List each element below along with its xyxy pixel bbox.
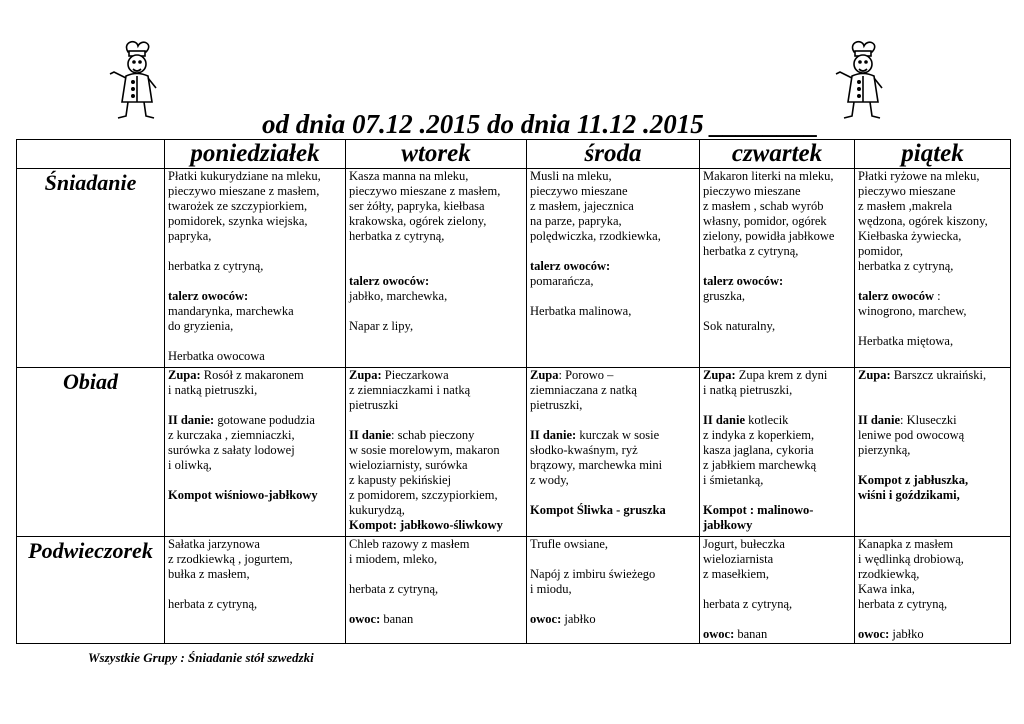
menu-cell bbox=[346, 169, 527, 368]
menu-text-bold: talerz owoców: bbox=[530, 259, 611, 273]
menu-text: pomarańcza, Herbatka malinowa, bbox=[530, 274, 632, 318]
footer-note: Wszystkie Grupy : Śniadanie stół szwedzki bbox=[88, 650, 314, 665]
menu-text-bold: owoc: bbox=[703, 627, 735, 641]
menu-text-bold: Zupa bbox=[530, 368, 559, 382]
day-header-wednesday: środa bbox=[527, 140, 700, 169]
corner-cell bbox=[17, 140, 165, 169]
menu-text-bold: II danie: bbox=[168, 413, 215, 427]
menu-text: Trufle owsiane, Napój z imbiru świeżego i miodu, bbox=[530, 537, 656, 596]
menu-text: Rosół z makaronem i natką pietruszki, bbox=[168, 368, 304, 397]
menu-text-bold: talerz owoców: bbox=[703, 274, 784, 288]
chef-illustration-right bbox=[832, 38, 892, 122]
menu-text-bold: II danie bbox=[703, 413, 746, 427]
meal-row-afternoon-snack bbox=[17, 537, 1011, 644]
menu-cell bbox=[855, 169, 1011, 368]
menu-cell bbox=[527, 537, 700, 644]
menu-cell bbox=[346, 368, 527, 537]
meal-row-lunch bbox=[17, 368, 1011, 537]
menu-text: Pieczarkowa z ziemniaczkami i natką pietruszki bbox=[349, 368, 471, 412]
menu-cell bbox=[855, 537, 1011, 644]
menu-text: Sałatka jarzynowa z rzodkiewką , jogurtem, bułka z masłem, herbata z cytryną, bbox=[168, 537, 293, 611]
meal-label: Obiad bbox=[17, 368, 165, 537]
day-header-monday: poniedziałek bbox=[165, 140, 346, 169]
menu-text-bold: II danie bbox=[349, 428, 392, 442]
menu-cell bbox=[527, 368, 700, 537]
menu-text-bold: II danie bbox=[858, 413, 901, 427]
menu-text: Barszcz ukraiński, bbox=[893, 368, 987, 382]
menu-text: kurczak w sosie słodko-kwaśnym, ryż brązowy, marchewka mini z wody, bbox=[530, 428, 663, 487]
menu-text: Kasza manna na mleku, pieczywo mieszane z masłem, ser żółty, papryka, kiełbasa krakowska, ogórek zielony, herbatka z cytryną, bbox=[349, 169, 501, 243]
menu-text: : Porowo – ziemniaczana z natką pietruszki, bbox=[530, 368, 637, 412]
meal-label: Śniadanie bbox=[17, 169, 165, 368]
menu-text: : winogrono, marchew, Herbatka miętowa, bbox=[858, 289, 967, 348]
menu-text: : schab pieczony w sosie morelowym, makaron wieloziarnisty, surówka z kapusty pekińskiej z pomidorem, szczypiorkiem, kukurydzą, bbox=[349, 428, 500, 517]
menu-text: kotlecik z indyka z koperkiem, kasza jaglana, cykoria z jabłkiem marchewką i śmietanką, bbox=[703, 413, 817, 487]
menu-text: : Kluseczki leniwe pod owocową pierzynką, bbox=[858, 413, 965, 457]
menu-text: mandarynka, marchewka do gryzienia, Herbatka owocowa bbox=[168, 304, 294, 363]
menu-text: Kanapka z masłem i wędlinką drobiową, rzodkiewką, Kawa inka, herbata z cytryną, bbox=[858, 537, 964, 611]
menu-text-bold: Zupa: bbox=[349, 368, 382, 382]
menu-text-bold: Kompot: jabłkowo-śliwkowy bbox=[349, 518, 503, 532]
menu-text: banan bbox=[734, 627, 768, 641]
day-header-tuesday: wtorek bbox=[346, 140, 527, 169]
menu-text-bold: II danie: bbox=[530, 428, 577, 442]
menu-text: jabłko bbox=[889, 627, 924, 641]
menu-text: gotowane podudzia z kurczaka , ziemniaczki, surówka z sałaty lodowej i oliwką, bbox=[168, 413, 315, 472]
menu-text: banan bbox=[380, 612, 414, 626]
menu-text: Zupa krem z dyni i natką pietruszki, bbox=[703, 368, 828, 397]
meal-row-breakfast bbox=[17, 169, 1011, 368]
menu-cell bbox=[700, 537, 855, 644]
menu-text: gruszka, Sok naturalny, bbox=[703, 289, 776, 333]
menu-text-bold: Zupa: bbox=[168, 368, 201, 382]
menu-text-bold: talerz owoców bbox=[858, 289, 935, 303]
menu-text-bold: owoc: bbox=[530, 612, 562, 626]
menu-text: Płatki kukurydziane na mleku, pieczywo mieszane z masłem, twarożek ze szczypiorkiem, pomidorek, szynka wiejska, papryka, herbatka z cytryną, bbox=[168, 169, 321, 273]
menu-text: Musli na mleku, pieczywo mieszane z masłem, jajecznica na parze, papryka, polędwiczka, rzodkiewka, bbox=[530, 169, 661, 243]
chef-illustration-left bbox=[106, 38, 166, 122]
menu-text: Chleb razowy z masłem i miodem, mleko, herbata z cytryną, bbox=[349, 537, 470, 596]
menu-cell bbox=[165, 368, 346, 537]
menu-cell bbox=[700, 169, 855, 368]
menu-text: Makaron literki na mleku, pieczywo mieszane z masłem , schab wyrób własny, pomidor, ogórek zielony, powidła jabłkowe herbatka z cytryną, bbox=[703, 169, 835, 258]
menu-text-bold: Kompot z jabłuszka, wiśni i goździkami, bbox=[858, 473, 969, 502]
menu-text: Jogurt, bułeczka wieloziarnista z masełkiem, herbata z cytryną, bbox=[703, 537, 793, 611]
page-title: od dnia 07.12 .2015 do dnia 11.12 .2015 ________ bbox=[262, 109, 819, 139]
menu-cell bbox=[855, 368, 1011, 537]
menu-text: jabłko bbox=[561, 612, 596, 626]
menu-text: jabłko, marchewka, Napar z lipy, bbox=[349, 289, 448, 333]
menu-text-bold: Kompot wiśniowo-jabłkowy bbox=[168, 488, 318, 502]
menu-cell bbox=[346, 537, 527, 644]
menu-cell bbox=[165, 537, 346, 644]
weekly-menu-table bbox=[16, 139, 1011, 644]
meal-label: Podwieczorek bbox=[17, 537, 165, 644]
menu-text-bold: Zupa: bbox=[703, 368, 736, 382]
days-header-row bbox=[17, 140, 1011, 169]
day-header-friday: piątek bbox=[855, 140, 1011, 169]
menu-text-bold: Zupa: bbox=[858, 368, 891, 382]
menu-text: Płatki ryżowe na mleku, pieczywo mieszane z masłem ,makrela wędzona, ogórek kiszony, Kiełbaska żywiecka, pomidor, herbatka z cytryną, bbox=[858, 169, 988, 273]
day-header-thursday: czwartek bbox=[700, 140, 855, 169]
menu-text-bold: owoc: bbox=[349, 612, 381, 626]
menu-text-bold: owoc: bbox=[858, 627, 890, 641]
menu-text-bold: Kompot : malinowo- jabłkowy bbox=[703, 503, 814, 532]
menu-text-bold: talerz owoców: bbox=[168, 289, 249, 303]
menu-text-bold: talerz owoców: bbox=[349, 274, 430, 288]
menu-cell bbox=[527, 169, 700, 368]
menu-cell bbox=[700, 368, 855, 537]
menu-cell bbox=[165, 169, 346, 368]
menu-text-bold: Kompot Śliwka - gruszka bbox=[530, 503, 666, 517]
